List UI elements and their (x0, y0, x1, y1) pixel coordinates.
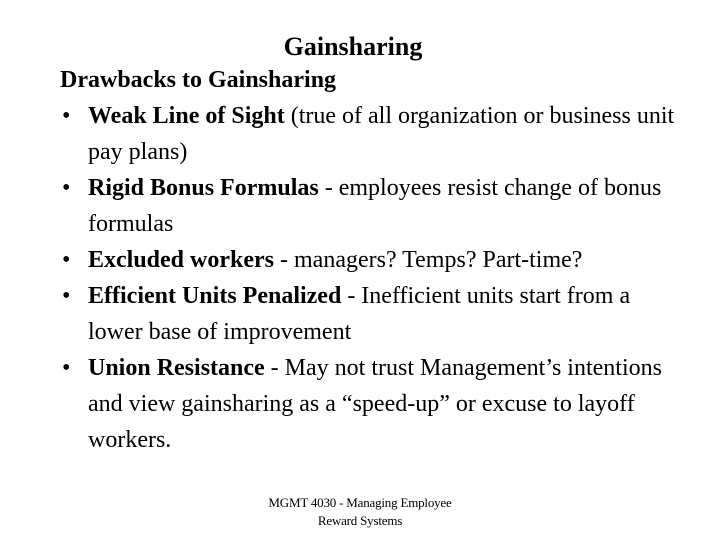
bullet-text: - Inefficient units start from a lower base of improvement (88, 283, 631, 345)
bullet-text: (true of all organization or business unit pay plans) (88, 103, 675, 165)
bullet-item (60, 98, 690, 170)
bullet-item (60, 350, 690, 458)
bullet-term: Rigid Bonus Formulas (88, 175, 319, 201)
bullet-item (60, 242, 690, 278)
bullet-term: Weak Line of Sight (88, 103, 285, 129)
bullet-term: Union Resistance (88, 355, 265, 381)
slide-footer (200, 494, 520, 530)
footer-line-1: MGMT 4030 - Managing Employee (268, 495, 452, 510)
bullet-list (60, 98, 690, 458)
footer-line-2: Reward Systems (317, 513, 403, 528)
bullet-item (60, 170, 690, 242)
bullet-marker: • (62, 355, 71, 381)
bullet-text: - managers? Temps? Part-time? (274, 247, 583, 273)
bullet-marker: • (62, 247, 71, 273)
bullet-marker: • (62, 103, 71, 129)
bullet-text: - May not trust Management’s intentions and view gainsharing as a “speed-up” or excuse to layoff workers. (88, 355, 662, 453)
bullet-item (60, 278, 690, 350)
bullet-marker: • (62, 283, 71, 309)
section-heading: Drawbacks to Gainsharing (60, 67, 337, 93)
bullet-text: - employees resist change of bonus formulas (88, 175, 662, 237)
bullet-term: Efficient Units Penalized (88, 283, 342, 309)
bullet-term: Excluded workers (88, 247, 274, 273)
slide-content (60, 62, 690, 458)
bullet-marker: • (62, 175, 71, 201)
slide-title: Gainsharing (283, 32, 423, 61)
